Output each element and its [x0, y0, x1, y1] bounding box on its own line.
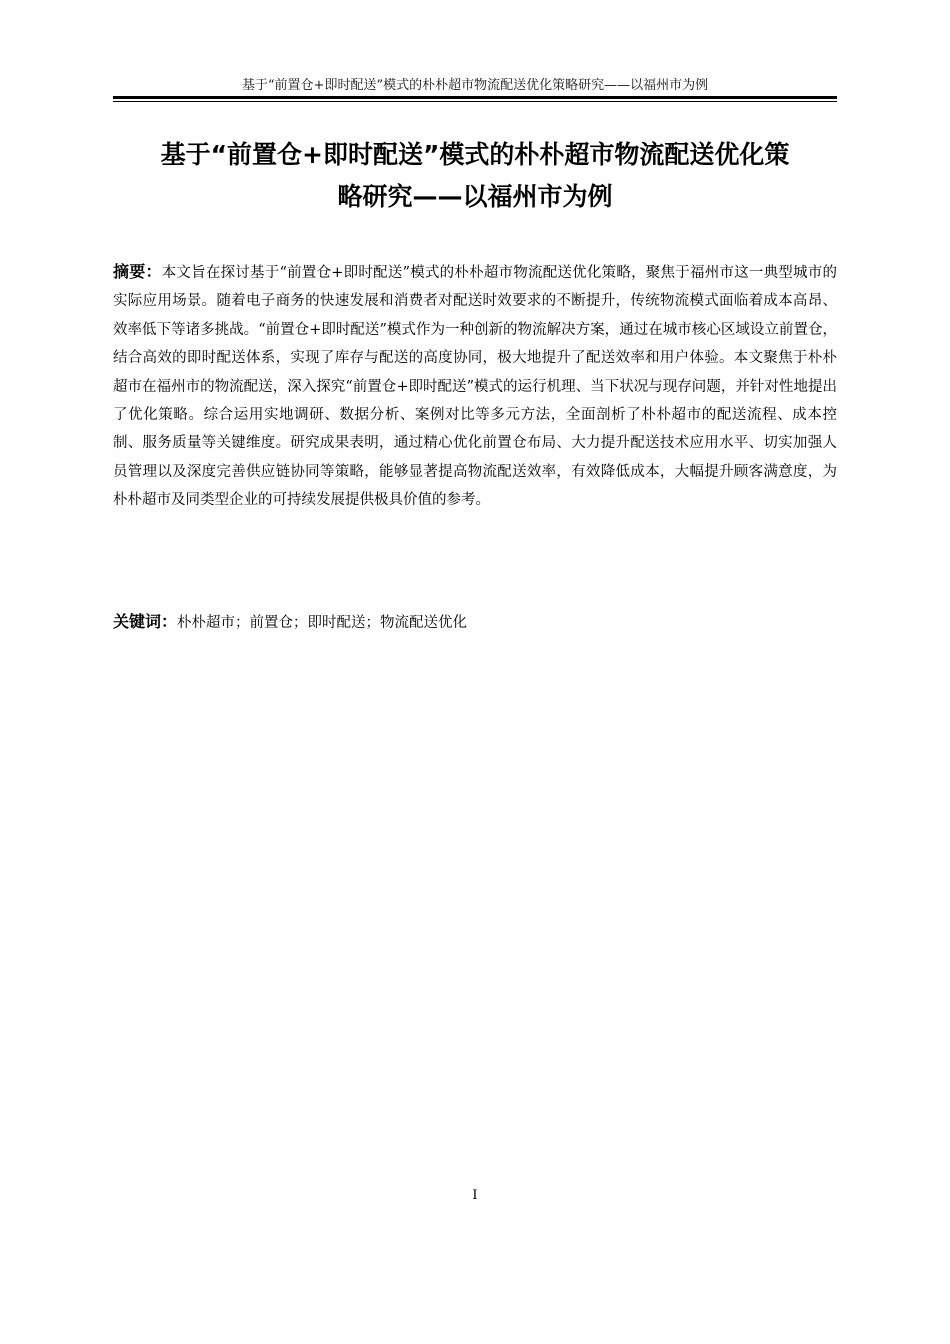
title-line-1: 基于“前置仓+即时配送”模式的朴朴超市物流配送优化策 — [160, 140, 790, 169]
title-line-2: 略研究——以福州市为例 — [337, 182, 613, 211]
header-rule — [113, 96, 837, 99]
keywords-paragraph — [113, 608, 837, 637]
abstract-text: 本文旨在探讨基于“前置仓+即时配送”模式的朴朴超市物流配送优化策略，聚焦于福州市这一典型城市的实际应用场景。随着电子商务的快速发展和消费者对配送时效要求的不断提升，传统物流模式面临着成本高昂、效率低下等诸多挑战。“前置仓+即时配送”模式作为一种创新的物流解决方案，通过在城市核心区域设立前置仓，结合高效的即时配送体系，实现了库存与配送的高度协同，极大地提升了配送效率和用户体验。本文聚焦于朴朴超市在福州市的物流配送，深入探究“前置仓+即时配送”模式的运行机理、当下状况与现存问题，并针对性地提出了优化策略。综合运用实地调研、数据分析、案例对比等多元方法，全面剖析了朴朴超市的配送流程、成本控制、服务质量等关键维度。研究成果表明，通过精心优化前置仓布局、大力提升配送技术应用水平、切实加强人员管理以及深度完善供应链协同等策略，能够显著提高物流配送效率，有效降低成本，大幅提升顾客满意度，为朴朴超市及同类型企业的可持续发展提供极具价值的参考。 — [113, 265, 837, 509]
abstract-paragraph — [113, 258, 837, 515]
running-header: 基于“前置仓+即时配送”模式的朴朴超市物流配送优化策略研究——以福州市为例 — [241, 78, 709, 93]
abstract-label: 摘要： — [113, 262, 162, 281]
document-title — [113, 134, 837, 218]
keywords-label: 关键词： — [113, 612, 178, 631]
page-number: I — [472, 1188, 478, 1203]
keywords-text: 朴朴超市；前置仓；即时配送；物流配送优化 — [177, 615, 468, 631]
header-rule-thin — [113, 101, 837, 102]
